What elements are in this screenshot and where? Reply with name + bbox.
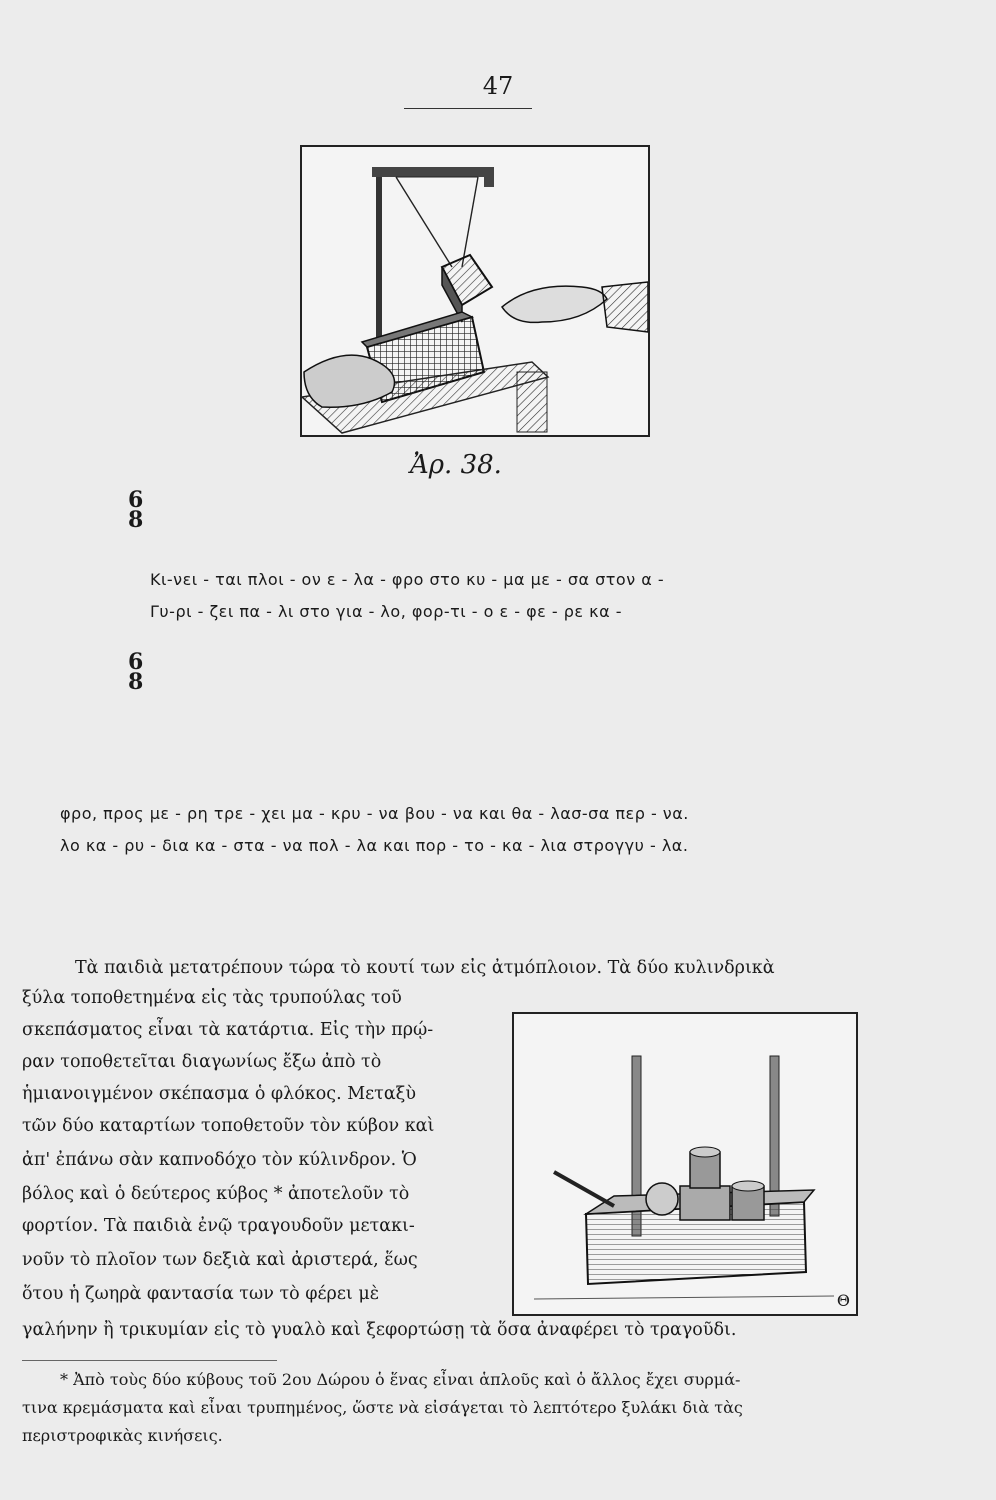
- footnote-line-1: * Ἀπὸ τοὺς δύο κύβους τοῦ 2ου Δώρου ὁ ἕνας εἶναι ἁπλοῦς καὶ ὁ ἄλλος ἔχει συρμά-: [60, 1370, 741, 1389]
- time-signature-treble: [128, 487, 144, 533]
- figure-label: Ἀρ. 38.: [410, 450, 502, 480]
- pendulum-illustration: [300, 145, 650, 437]
- time-numerator: 6: [128, 487, 144, 513]
- body-line-10: νοῦν τὸ πλοῖον των δεξιὰ καὶ ἀριστερά, ἕως: [22, 1250, 418, 1270]
- time-signature-bass: [128, 649, 144, 695]
- body-line-4: ραν τοποθετεῖται διαγωνίως ἔξω ἀπὸ τὸ: [22, 1052, 382, 1072]
- body-line-9: φορτίον. Τὰ παιδιὰ ἐνῷ τραγουδοῦν μετακι-: [22, 1216, 415, 1236]
- body-line-12: γαλήνην ἢ τρικυμίαν εἰς τὸ γυαλὸ καὶ ξεφορτώσῃ τὰ ὅσα ἀναφέρει τὸ τραγοῦδι.: [22, 1320, 737, 1340]
- header-rule: [404, 108, 532, 109]
- lyrics-line1-verse1: Κι-νει - ται πλοι - ον ε - λα - φρο στο κυ - μα με - σα στον α -: [150, 570, 665, 589]
- figure-mark: Θ: [836, 1291, 850, 1310]
- time-numerator: 6: [128, 649, 144, 675]
- lyrics-line2-verse1: φρο, προς με - ρη τρε - χει μα - κρυ - να βου - να και θα - λασ-σα περ - να.: [60, 804, 689, 823]
- lyrics-line1-verse2: Γυ-ρι - ζει πα - λι στο για - λο, φορ-τι - ο ε - φε - ρε κα -: [150, 602, 622, 621]
- body-line-6: τῶν δύο καταρτίων τοποθετοῦν τὸν κύβον καὶ: [22, 1116, 435, 1136]
- footnote-line-2: τινα κρεμάσματα καὶ εἶναι τρυπημένος, ὥστε νὰ εἰσάγεται τὸ λεπτότερο ξυλάκι διὰ τὰς: [22, 1398, 743, 1417]
- body-line-5: ἡμιανοιγμένον σκέπασμα ὁ φλόκος. Μεταξὺ: [22, 1084, 416, 1104]
- music-score: [50, 478, 890, 948]
- footnote-rule: [22, 1360, 277, 1361]
- steamship-illustration: [512, 1012, 858, 1316]
- footnote-line-3: περιστροφικὰς κινήσεις.: [22, 1426, 223, 1445]
- page-number: 47: [482, 72, 514, 100]
- body-line-1: Τὰ παιδιὰ μετατρέπουν τώρα τὸ κουτί των εἰς ἀτμόπλοιον. Τὰ δύο κυλινδρικὰ: [75, 958, 775, 978]
- body-line-8: βόλος καὶ ὁ δεύτερος κύβος * ἀποτελοῦν τὸ: [22, 1184, 410, 1204]
- body-line-3: σκεπάσματος εἶναι τὰ κατάρτια. Εἰς τὴν πρῴ-: [22, 1020, 434, 1040]
- lyrics-line2-verse2: λο κα - ρυ - δια κα - στα - να πολ - λα και πορ - το - κα - λια στρογγυ - λα.: [60, 836, 689, 855]
- time-denominator: 8: [128, 507, 144, 533]
- time-denominator: 8: [128, 669, 144, 695]
- body-line-7: ἀπ' ἐπάνω σὰν καπνοδόχο τὸν κύλινδρον. Ὁ: [22, 1150, 417, 1170]
- body-line-2: ξύλα τοποθετημένα εἰς τὰς τρυπούλας τοῦ: [22, 988, 402, 1008]
- body-line-11: ὅτου ἡ ζωηρὰ φαντασία των τὸ φέρει μὲ: [22, 1284, 380, 1304]
